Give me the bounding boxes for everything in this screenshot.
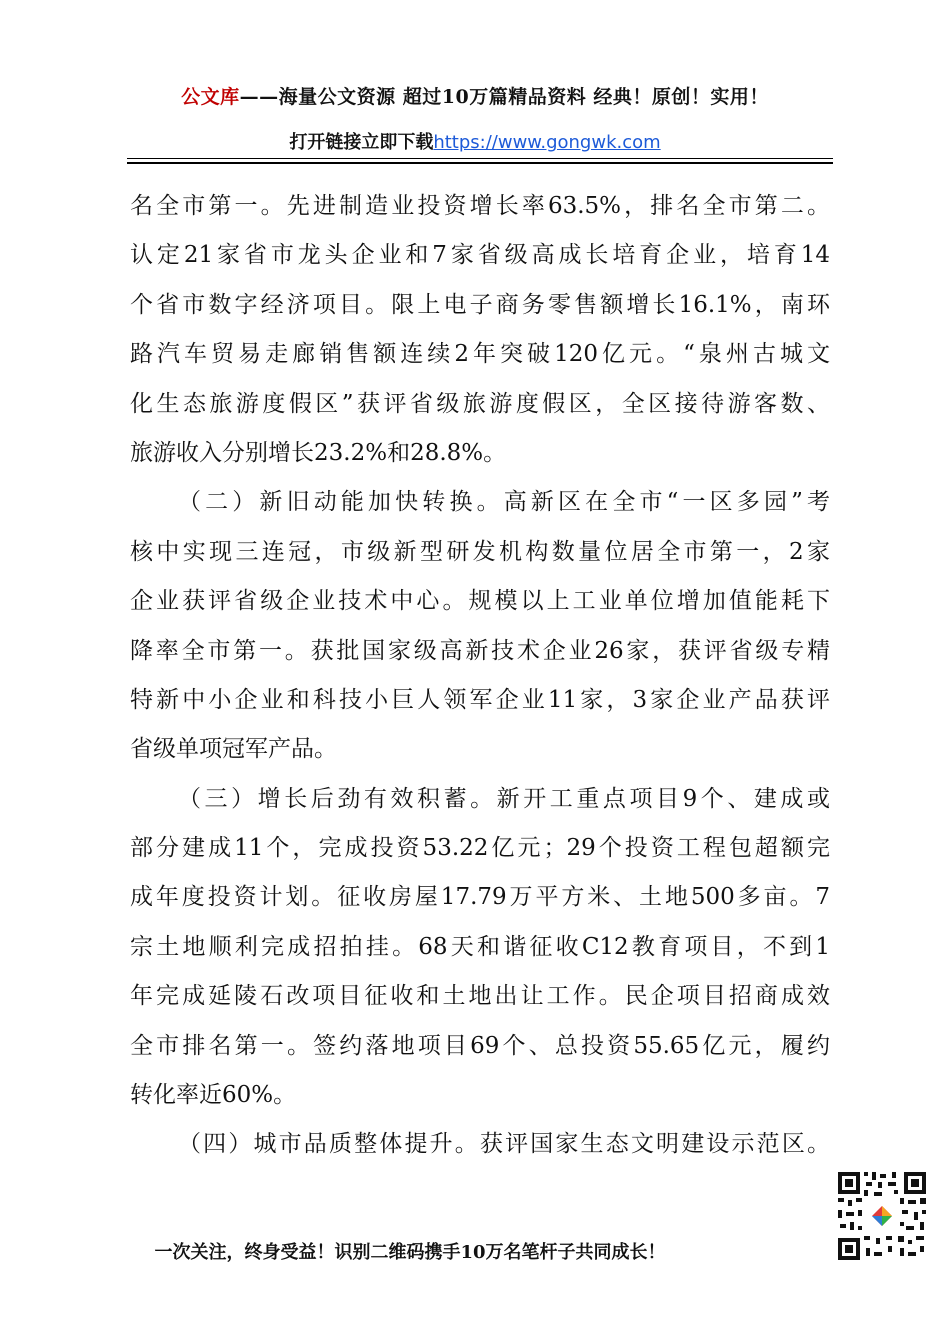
body-line: 降率全市第一。获批国家级高新技术企业26家，获评省级专精: [130, 637, 830, 664]
body-line: 个省市数字经济项目。限上电子商务零售额增长16.1%，南环: [130, 291, 830, 318]
header-download: [0, 128, 950, 154]
body-line: 全市排名第一。签约落地项目69个、总投资55.65亿元，履约: [130, 1032, 830, 1059]
body-line: 宗土地顺利完成招拍挂。68天和谐征收C12教育项目，不到1: [130, 933, 830, 960]
body-line: 省级单项冠军产品。: [130, 736, 337, 763]
body-line: 认定21家省市龙头企业和7家省级高成长培育企业，培育14: [130, 242, 830, 269]
body-line: 核中实现三连冠，市级新型研发机构数量位居全市第一，2家: [130, 538, 830, 565]
tagline-text: ——海量公文资源 超过10万篇精品资料 经典！原创！实用！: [239, 86, 769, 108]
header-divider-thin: [127, 158, 833, 159]
body-line: 路汽车贸易走廊销售额连续2年突破120亿元。“泉州古城文: [130, 341, 830, 368]
footer-slogan: 一次关注，终身受益！识别二维码携手10万名笔杆子共同成长！: [154, 1242, 666, 1263]
section-heading-line: （四）城市品质整体提升。获评国家生态文明建设示范区。: [178, 1131, 830, 1158]
body-line: 转化率近60%。: [130, 1082, 297, 1109]
qr-code-icon[interactable]: [836, 1170, 928, 1262]
body-line: 企业获评省级企业技术中心。规模以上工业单位增加值能耗下: [130, 588, 830, 615]
body-line: 旅游收入分别增长23.2%和28.8%。: [130, 439, 507, 466]
section-heading-line: （二）新旧动能加快转换。高新区在全市“一区多园”考: [178, 489, 830, 516]
body-line: 年完成延陵石改项目征收和土地出让工作。民企项目招商成效: [130, 983, 830, 1010]
section-heading-line: （三）增长后劲有效积蓄。新开工重点项目9个、建成或: [178, 785, 830, 812]
brand-name: 公文库: [181, 86, 240, 108]
body-line: 化生态旅游度假区”获评省级旅游度假区，全区接待游客数、: [130, 390, 830, 417]
header-divider-thick: [127, 162, 833, 164]
download-link[interactable]: https://www.gongwk.com: [433, 132, 661, 153]
body-line: 部分建成11个，完成投资53.22亿元；29个投资工程包超额完: [130, 835, 830, 862]
body-line: 名全市第一。先进制造业投资增长率63.5%，排名全市第二。: [130, 193, 830, 219]
body-line: 成年度投资计划。征收房屋17.79万平方米、土地500多亩。7: [130, 884, 830, 911]
document-body: [130, 182, 830, 1170]
header-tagline: [0, 82, 950, 109]
download-label: 打开链接立即下载: [289, 132, 434, 153]
body-line: 特新中小企业和科技小巨人领军企业11家，3家企业产品获评: [130, 686, 830, 713]
